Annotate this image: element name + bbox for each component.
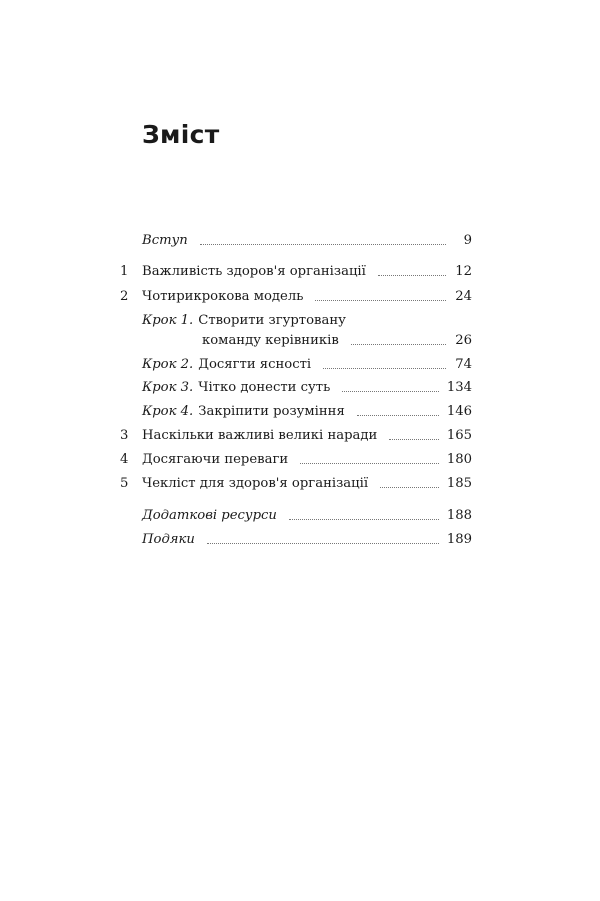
page-number: 74 [455, 357, 472, 372]
toc-entry[interactable] [142, 231, 472, 251]
page-number: 146 [446, 404, 472, 419]
step-prefix: Крок 3. [142, 380, 194, 395]
entry-title: Досягаючи переваги [142, 452, 289, 467]
page-number: 24 [455, 289, 472, 304]
toc-entry[interactable] [142, 530, 472, 550]
leader-dots [200, 231, 446, 245]
chapter-number: 5 [120, 476, 129, 491]
entry-title: Додаткові ресурси [142, 508, 277, 523]
leader-dots [315, 287, 446, 301]
toc-entry[interactable] [142, 378, 472, 398]
leader-dots [289, 506, 439, 520]
leader-dots [357, 402, 439, 416]
toc-entry[interactable] [120, 474, 472, 494]
entry-title: Чітко донести суть [198, 380, 331, 395]
page-number: 134 [446, 380, 472, 395]
toc-entry[interactable] [142, 311, 472, 351]
step-prefix: Крок 4. [142, 404, 194, 419]
page-number: 9 [463, 233, 472, 248]
entry-title: Чотирикрокова модель [142, 289, 304, 304]
entry-title-continued: команду керівників [202, 333, 339, 348]
leader-dots [380, 474, 439, 488]
leader-dots [342, 378, 439, 392]
toc-entry[interactable] [142, 402, 472, 422]
chapter-number: 4 [120, 452, 129, 467]
entry-title: Вступ [142, 233, 188, 248]
entry-title: Створити згуртовану [198, 313, 346, 328]
leader-dots [207, 530, 439, 544]
toc-entry[interactable] [120, 262, 472, 282]
chapter-number: 2 [120, 289, 129, 304]
leader-dots [378, 262, 446, 276]
chapter-number: 1 [120, 264, 129, 279]
page-number: 26 [455, 333, 472, 348]
entry-title: Подяки [142, 532, 195, 547]
entry-title: Закріпити розуміння [198, 404, 345, 419]
leader-dots [300, 450, 439, 464]
toc-entry[interactable] [142, 355, 472, 375]
step-prefix: Крок 1. [142, 313, 194, 328]
page-number: 189 [446, 532, 472, 547]
leader-dots [323, 355, 446, 369]
entry-title: Чекліст для здоров'я організації [142, 476, 369, 491]
toc-entry[interactable] [142, 506, 472, 526]
page-number: 180 [446, 452, 472, 467]
entry-title: Досягти ясності [198, 357, 312, 372]
page-number: 12 [455, 264, 472, 279]
page-number: 185 [446, 476, 472, 491]
chapter-number: 3 [120, 428, 129, 443]
leader-dots [351, 331, 446, 345]
page-number: 165 [446, 428, 472, 443]
toc-entry[interactable] [120, 287, 472, 307]
page-number: 188 [446, 508, 472, 523]
entry-title: Наскільки важливі великі наради [142, 428, 378, 443]
leader-dots [389, 426, 439, 440]
page-title: Зміст [142, 120, 220, 149]
toc-entry[interactable] [120, 426, 472, 446]
step-prefix: Крок 2. [142, 357, 194, 372]
entry-title: Важливість здоров'я організації [142, 264, 366, 279]
toc-entry[interactable] [120, 450, 472, 470]
